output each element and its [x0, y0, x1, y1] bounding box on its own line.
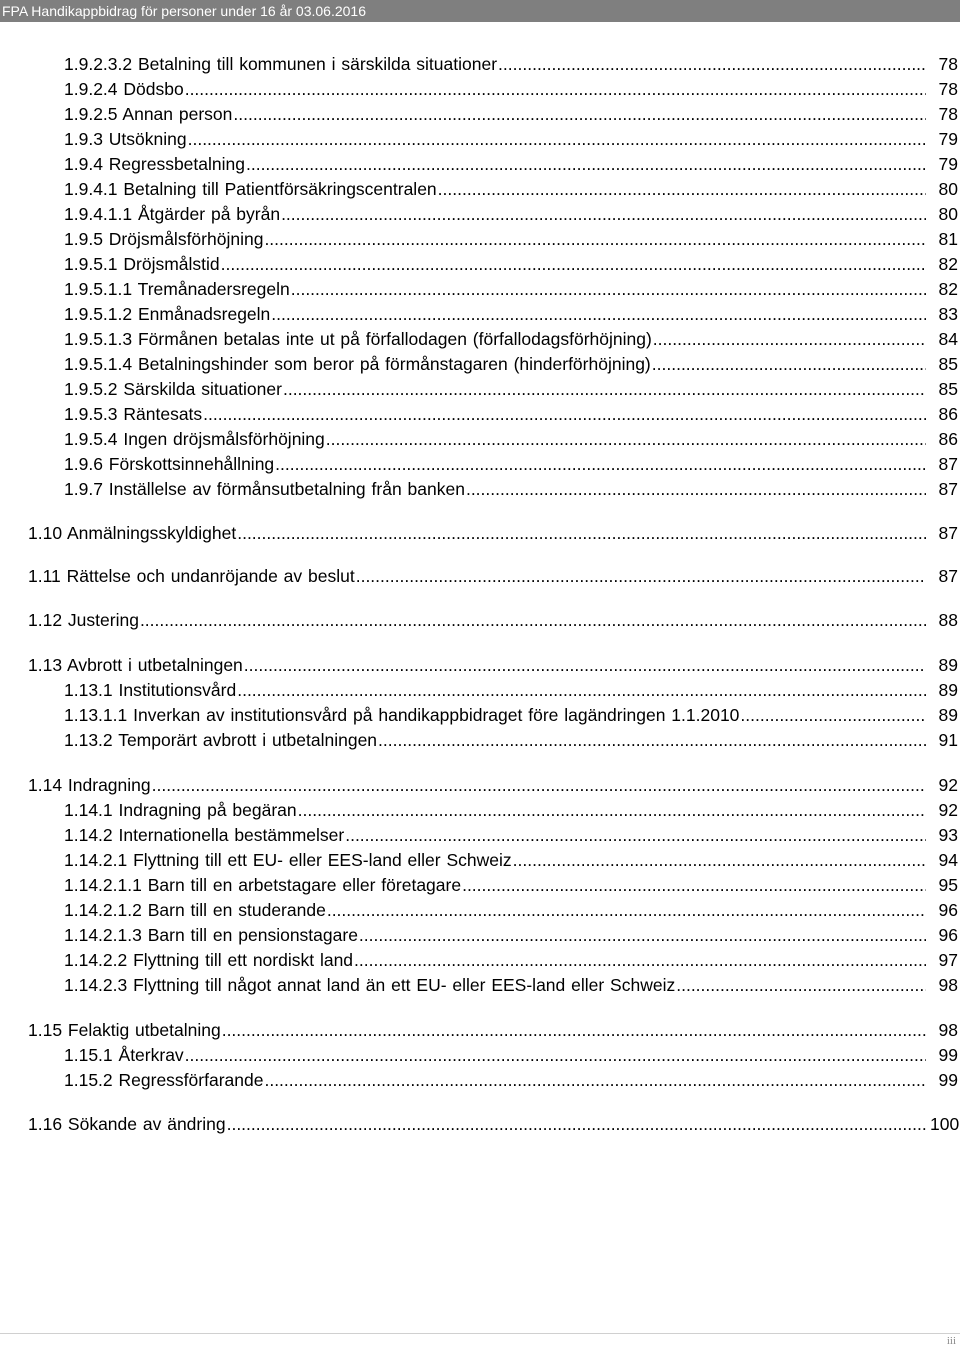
- toc-dot-leader: [271, 303, 926, 325]
- toc-entry-page: 96: [938, 925, 958, 945]
- toc-dot-leader: [283, 378, 926, 400]
- toc-entry-page: 85: [938, 354, 958, 374]
- toc-dot-leader: [354, 949, 926, 971]
- toc-entry[interactable]: [64, 128, 958, 150]
- toc-entry-page: 87: [938, 523, 958, 543]
- toc-entry-label: 1.14.2.1.2 Barn till en studerande: [64, 900, 326, 920]
- toc-entry[interactable]: [64, 303, 958, 325]
- toc-entry-label: 1.9.2.3.2 Betalning till kommunen i särskilda situationer: [64, 54, 498, 74]
- toc-entry-label: 1.15.1 Återkrav: [64, 1045, 184, 1065]
- toc-entry-label: 1.9.5.1.1 Tremånadersregeln: [64, 279, 290, 299]
- toc-dot-leader: [222, 1019, 926, 1041]
- toc-dot-leader: [246, 153, 926, 175]
- toc-entry[interactable]: [64, 53, 958, 75]
- toc-entry-page: 91: [938, 730, 958, 750]
- toc-entry[interactable]: [64, 704, 958, 726]
- toc-dot-leader: [237, 522, 926, 544]
- toc-entry[interactable]: [28, 609, 958, 631]
- toc-entry-label: 1.9.5.1 Dröjsmålstid: [64, 254, 220, 274]
- toc-entry-label: 1.15.2 Regressförfarande: [64, 1070, 264, 1090]
- toc-dot-leader: [326, 428, 926, 450]
- toc-dot-leader: [264, 1069, 926, 1091]
- toc-entry-label: 1.12 Justering: [28, 610, 139, 630]
- toc-entry[interactable]: [64, 228, 958, 250]
- toc-entry-label: 1.9.4.1.1 Åtgärder på byrån: [64, 204, 281, 224]
- toc-entry[interactable]: [64, 924, 958, 946]
- toc-entry-label: 1.13.1 Institutionsvård: [64, 680, 237, 700]
- toc-dot-leader: [345, 824, 926, 846]
- toc-entry-page: 84: [938, 329, 958, 349]
- toc-entry-page: 81: [938, 229, 958, 249]
- toc-entry-page: 89: [938, 655, 958, 675]
- toc-entry[interactable]: [64, 378, 958, 400]
- toc-entry[interactable]: [64, 403, 958, 425]
- page-header: [0, 0, 960, 22]
- toc-entry-label: 1.16 Sökande av ändring: [28, 1114, 226, 1134]
- toc-entry-page: 86: [938, 429, 958, 449]
- toc-entry-label: 1.10 Anmälningsskyldighet: [28, 523, 237, 543]
- toc-entry-label: 1.15 Felaktig utbetalning: [28, 1020, 221, 1040]
- toc-entry-label: 1.13.2 Temporärt avbrott i utbetalningen: [64, 730, 378, 750]
- toc-entry[interactable]: [28, 654, 958, 676]
- toc-entry[interactable]: [64, 1044, 958, 1066]
- toc-entry[interactable]: [64, 453, 958, 475]
- toc-entry-label: 1.9.5.1.3 Förmånen betalas inte ut på förfallodagen (förfallodagsförhöjning): [64, 329, 652, 349]
- toc-entry[interactable]: [64, 874, 958, 896]
- toc-entry-page: 99: [938, 1045, 958, 1065]
- toc-entry-label: 1.9.5 Dröjsmålsförhöjning: [64, 229, 264, 249]
- toc-entry-label: 1.14.1 Indragning på begäran: [64, 800, 297, 820]
- toc-entry[interactable]: [64, 729, 958, 751]
- toc-dot-leader: [438, 178, 926, 200]
- toc-entry-label: 1.9.5.1.2 Enmånadsregeln: [64, 304, 271, 324]
- toc-dot-leader: [652, 353, 926, 375]
- toc-entry-label: 1.9.5.4 Ingen dröjsmålsförhöjning: [64, 429, 325, 449]
- toc-entry-label: 1.14.2.2 Flyttning till ett nordiskt land: [64, 950, 354, 970]
- toc-dot-leader: [291, 278, 926, 300]
- toc-entry[interactable]: [64, 974, 958, 996]
- toc-dot-leader: [653, 328, 926, 350]
- toc-entry-page: 80: [938, 204, 958, 224]
- toc-dot-leader: [152, 774, 926, 796]
- toc-entry-page: 95: [938, 875, 958, 895]
- toc-entry-page: 98: [938, 975, 958, 995]
- toc-entry-label: 1.9.2.4 Dödsbo: [64, 79, 184, 99]
- toc-entry-page: 87: [938, 479, 958, 499]
- toc-dot-leader: [185, 78, 926, 100]
- toc-entry-label: 1.13 Avbrott i utbetalningen: [28, 655, 243, 675]
- toc-entry[interactable]: [64, 478, 958, 500]
- toc-entry-label: 1.9.4.1 Betalning till Patientförsäkringscentralen: [64, 179, 437, 199]
- toc-dot-leader: [281, 203, 926, 225]
- toc-dot-leader: [378, 729, 926, 751]
- toc-entry-page: 92: [938, 775, 958, 795]
- toc-dot-leader: [466, 478, 926, 500]
- toc-entry-label: 1.14.2.3 Flyttning till något annat land än ett EU- eller EES-land eller Schweiz: [64, 975, 676, 995]
- toc-entry-page: 93: [938, 825, 958, 845]
- toc-entry-page: 88: [938, 610, 958, 630]
- toc-entry-page: 83: [938, 304, 958, 324]
- toc-entry[interactable]: [64, 253, 958, 275]
- toc-entry-page: 100: [930, 1114, 960, 1134]
- toc-entry-label: 1.14.2.1.3 Barn till en pensionstagare: [64, 925, 358, 945]
- toc-entry[interactable]: [28, 1019, 958, 1041]
- toc-entry-page: 80: [938, 179, 958, 199]
- toc-entry-label: 1.14.2 Internationella bestämmelser: [64, 825, 345, 845]
- toc-entry-page: 96: [938, 900, 958, 920]
- toc-entry-label: 1.11 Rättelse och undanröjande av beslut: [28, 566, 355, 586]
- toc-dot-leader: [676, 974, 926, 996]
- toc-entry[interactable]: [64, 178, 958, 200]
- toc-dot-leader: [188, 128, 926, 150]
- toc-dot-leader: [275, 453, 926, 475]
- toc-entry-page: 82: [938, 279, 958, 299]
- toc-dot-leader: [327, 899, 926, 921]
- toc-entry-page: 87: [938, 566, 958, 586]
- toc-dot-leader: [203, 403, 926, 425]
- toc-entry[interactable]: [64, 899, 958, 921]
- toc-entry[interactable]: [64, 328, 958, 350]
- toc-entry-label: 1.9.4 Regressbetalning: [64, 154, 245, 174]
- toc-dot-leader: [298, 799, 926, 821]
- toc-entry[interactable]: [64, 824, 958, 846]
- toc-entry[interactable]: [64, 428, 958, 450]
- toc-entry-page: 78: [938, 79, 958, 99]
- toc-entry-page: 92: [938, 800, 958, 820]
- toc-entry-page: 79: [938, 154, 958, 174]
- toc-entry[interactable]: [64, 679, 958, 701]
- toc-dot-leader: [227, 1113, 926, 1135]
- toc-dot-leader: [237, 679, 926, 701]
- toc-entry-label: 1.9.2.5 Annan person: [64, 104, 233, 124]
- toc-entry-page: 94: [938, 850, 958, 870]
- toc-entry[interactable]: [28, 1113, 958, 1135]
- toc-entry[interactable]: [64, 799, 958, 821]
- toc-entry-page: 78: [938, 104, 958, 124]
- toc-entry-page: 99: [938, 1070, 958, 1090]
- page-number: iii: [946, 1335, 956, 1347]
- document-title: FPA Handikappbidrag för personer under 16 år 03.06.2016: [2, 3, 366, 19]
- toc-entry-page: 82: [938, 254, 958, 274]
- toc-entry[interactable]: [64, 1069, 958, 1091]
- toc-dot-leader: [462, 874, 926, 896]
- toc-entry[interactable]: [64, 78, 958, 100]
- toc-entry[interactable]: [64, 949, 958, 971]
- toc-entry[interactable]: [64, 103, 958, 125]
- toc-entry-page: 98: [938, 1020, 958, 1040]
- toc-dot-leader: [359, 924, 926, 946]
- toc-entry-label: 1.9.5.1.4 Betalningshinder som beror på förmånstagaren (hinderförhöjning): [64, 354, 651, 374]
- toc-entry-page: 85: [938, 379, 958, 399]
- toc-entry-page: 87: [938, 454, 958, 474]
- toc-entry[interactable]: [64, 278, 958, 300]
- toc-entry-label: 1.9.6 Förskottsinnehållning: [64, 454, 275, 474]
- toc-entry-label: 1.13.1.1 Inverkan av institutionsvård på handikappbidraget före lagändringen 1.1.2010: [64, 705, 740, 725]
- toc-entry-page: 78: [938, 54, 958, 74]
- toc-entry-page: 79: [938, 129, 958, 149]
- toc-dot-leader: [221, 253, 926, 275]
- toc-dot-leader: [244, 654, 926, 676]
- toc-entry[interactable]: [28, 565, 958, 587]
- toc-entry-label: 1.14 Indragning: [28, 775, 151, 795]
- toc-entry-label: 1.9.3 Utsökning: [64, 129, 187, 149]
- toc-entry[interactable]: [64, 353, 958, 375]
- toc-dot-leader: [356, 565, 926, 587]
- toc-entry[interactable]: [28, 774, 958, 796]
- toc-dot-leader: [498, 53, 926, 75]
- toc-entry[interactable]: [64, 203, 958, 225]
- toc-entry[interactable]: [64, 153, 958, 175]
- toc-entry[interactable]: [64, 849, 958, 871]
- toc-entry-label: 1.9.5.3 Räntesats: [64, 404, 203, 424]
- toc-dot-leader: [185, 1044, 926, 1066]
- footer-divider: [0, 1333, 960, 1334]
- toc-dot-leader: [264, 228, 926, 250]
- toc-dot-leader: [513, 849, 926, 871]
- toc-entry[interactable]: [28, 522, 958, 544]
- toc-entry-label: 1.9.7 Inställelse av förmånsutbetalning från banken: [64, 479, 465, 499]
- toc-entry-page: 89: [938, 680, 958, 700]
- toc-entry-page: 86: [938, 404, 958, 424]
- toc-dot-leader: [740, 704, 926, 726]
- toc-entry-page: 97: [938, 950, 958, 970]
- toc-entry-label: 1.9.5.2 Särskilda situationer: [64, 379, 282, 399]
- toc-dot-leader: [233, 103, 926, 125]
- toc-entry-label: 1.14.2.1.1 Barn till en arbetstagare eller företagare: [64, 875, 462, 895]
- toc-entry-label: 1.14.2.1 Flyttning till ett EU- eller EES-land eller Schweiz: [64, 850, 512, 870]
- toc-dot-leader: [140, 609, 926, 631]
- toc-entry-page: 89: [938, 705, 958, 725]
